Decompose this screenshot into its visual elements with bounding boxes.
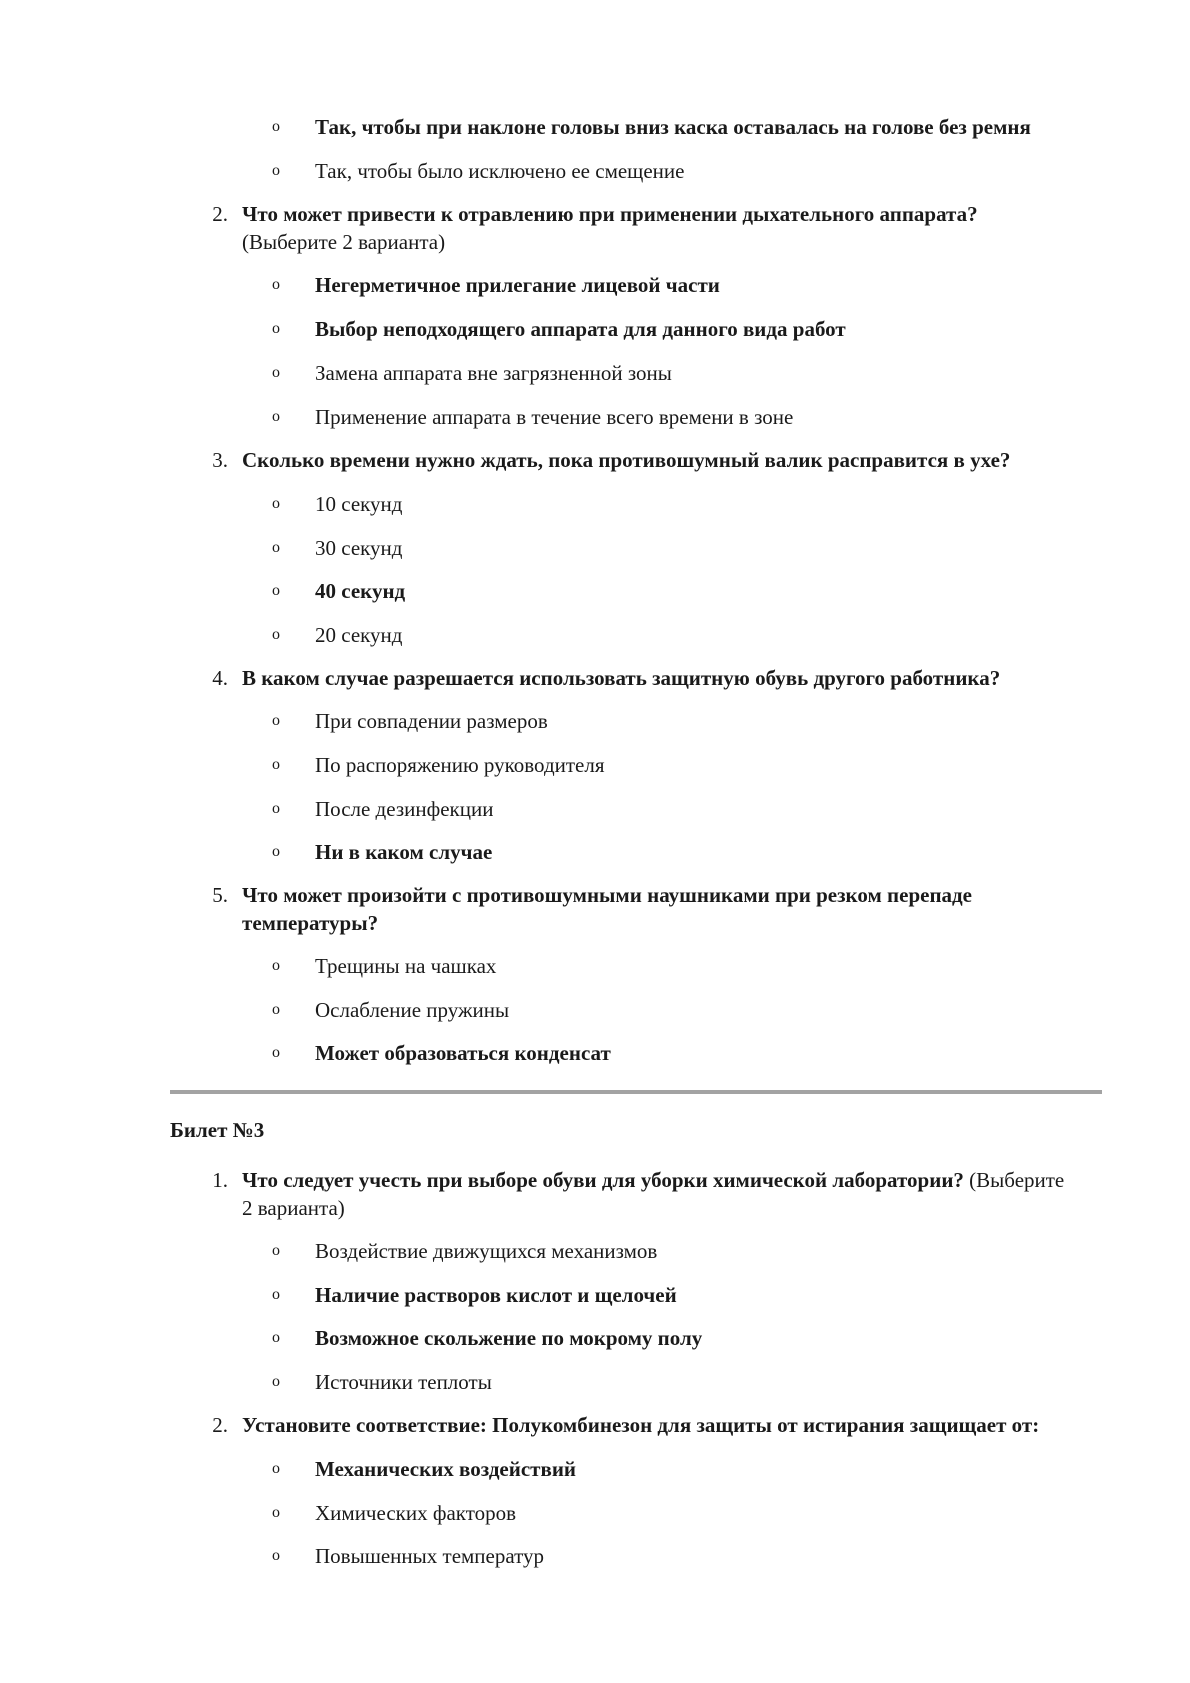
option-text: Негерметичное прилегание лицевой части	[315, 273, 720, 297]
question-note: 2 варианта)	[242, 1196, 345, 1220]
option-text: Замена аппарата вне загрязненной зоны	[315, 361, 672, 385]
bullet-icon: o	[272, 408, 280, 425]
question-note: (Выберите	[969, 1168, 1065, 1192]
question-text: Что может произойти с противошумными наушниками при резком перепаде	[242, 883, 972, 907]
option-text: 20 секунд	[315, 623, 403, 647]
option-text: По распоряжению руководителя	[315, 753, 605, 777]
option-text: Трещины на чашках	[315, 954, 497, 978]
question-number: 2.	[212, 202, 228, 226]
option-text: Может образоваться конденсат	[315, 1041, 611, 1065]
option-text: 30 секунд	[315, 536, 403, 560]
option-text: Выбор неподходящего аппарата для данного вида работ	[315, 317, 846, 341]
bullet-icon: o	[272, 582, 280, 599]
bullet-icon: o	[272, 539, 280, 556]
option-text: Так, чтобы было исключено ее смещение	[315, 159, 685, 183]
option-text: Наличие растворов кислот и щелочей	[315, 1283, 677, 1307]
bullet-icon: o	[272, 1001, 280, 1018]
option-text: После дезинфекции	[315, 797, 494, 821]
question-text: температуры?	[242, 911, 379, 935]
question-text: Установите соответствие: Полукомбинезон для защиты от истирания защищает от:	[242, 1413, 1040, 1437]
option-text: Повышенных температур	[315, 1544, 545, 1568]
question-number: 3.	[212, 448, 228, 472]
bullet-icon: o	[272, 162, 280, 179]
question-text: Что следует учесть при выборе обуви для уборки химической лаборатории?	[242, 1168, 964, 1192]
bullet-icon: o	[272, 626, 280, 643]
bullet-icon: o	[272, 1547, 280, 1564]
bullet-icon: o	[272, 957, 280, 974]
bullet-icon: o	[272, 320, 280, 337]
option-text: Химических факторов	[315, 1501, 517, 1525]
option-text: Механических воздействий	[315, 1457, 577, 1481]
question-number: 2.	[212, 1413, 228, 1437]
option-text: Так, чтобы при наклоне головы вниз каска оставалась на голове без ремня	[315, 115, 1031, 139]
bullet-icon: o	[272, 1044, 280, 1061]
section-divider	[170, 1090, 1102, 1094]
bullet-icon: o	[272, 1329, 280, 1346]
option-text: Воздействие движущихся механизмов	[315, 1239, 658, 1263]
ticket-title: Билет №3	[170, 1118, 265, 1142]
option-text: 40 секунд	[315, 579, 406, 603]
question-note: (Выберите 2 варианта)	[242, 230, 446, 254]
question-number: 1.	[212, 1168, 228, 1192]
bullet-icon: o	[272, 1242, 280, 1259]
option-text: Ни в каком случае	[315, 840, 493, 864]
bullet-icon: o	[272, 1286, 280, 1303]
option-text: 10 секунд	[315, 492, 403, 516]
bullet-icon: o	[272, 756, 280, 773]
option-text: Возможное скольжение по мокрому полу	[315, 1326, 703, 1350]
bullet-icon: o	[272, 1460, 280, 1477]
bullet-icon: o	[272, 800, 280, 817]
option-text: При совпадении размеров	[315, 709, 548, 733]
question-text: Сколько времени нужно ждать, пока противошумный валик расправится в ухе?	[242, 448, 1011, 472]
bullet-icon: o	[272, 276, 280, 293]
bullet-icon: o	[272, 364, 280, 381]
bullet-icon: o	[272, 1504, 280, 1521]
question-text: Что может привести к отравлению при применении дыхательного аппарата?	[242, 202, 978, 226]
question-text: В каком случае разрешается использовать защитную обувь другого работника?	[242, 666, 1001, 690]
bullet-icon: o	[272, 712, 280, 729]
option-text: Источники теплоты	[315, 1370, 492, 1394]
option-text: Ослабление пружины	[315, 998, 510, 1022]
bullet-icon: o	[272, 495, 280, 512]
question-number: 5.	[212, 883, 228, 907]
bullet-icon: o	[272, 1373, 280, 1390]
question-number: 4.	[212, 666, 228, 690]
bullet-icon: o	[272, 118, 280, 135]
bullet-icon: o	[272, 843, 280, 860]
option-text: Применение аппарата в течение всего времени в зоне	[315, 405, 794, 429]
